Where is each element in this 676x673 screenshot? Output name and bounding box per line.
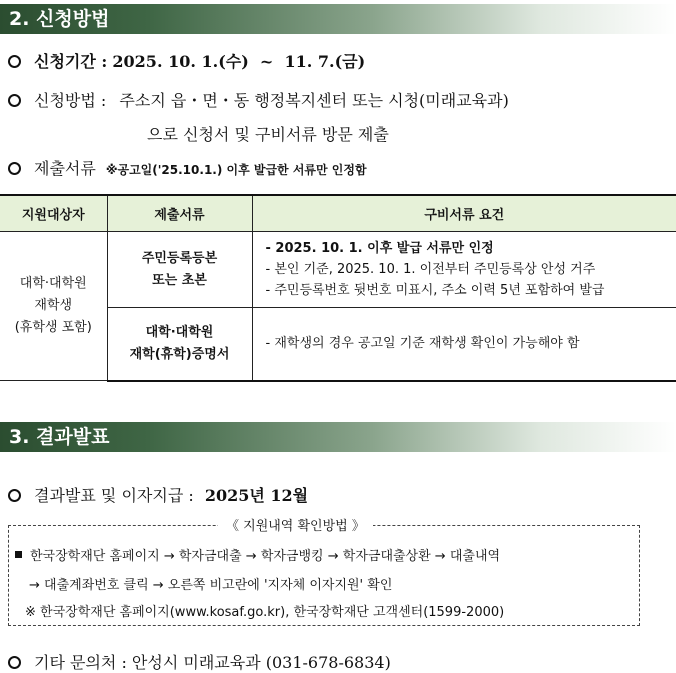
req-line: - 주민등록번호 뒷번호 미표시, 주소 이력 5년 포함하여 발급 [265, 283, 605, 298]
header-docs: 제출서류 [107, 195, 252, 232]
section-2-header [0, 4, 676, 34]
period-row [8, 49, 365, 72]
method-line1: 주소지 읍・면・동 행정복지센터 또는 시청(미래교육과) [119, 91, 509, 110]
bullet-icon [8, 55, 21, 68]
req-line: - 재학생의 경우 공고일 기준 재학생 확인이 가능해야 함 [265, 336, 580, 352]
result-value: 2025년 12월 [204, 486, 309, 505]
header-reqs: 구비서류 요건 [252, 195, 676, 232]
bullet-icon [8, 656, 21, 669]
method-label: 신청방법 : [34, 91, 107, 110]
target-line: 재학생 [34, 298, 73, 313]
box-title: 《 지원내역 확인방법 》 [218, 515, 373, 534]
result-row [8, 483, 308, 506]
table-header-row [0, 195, 676, 232]
check-method-box [8, 519, 640, 626]
doc-line: 주민등록등본 [141, 250, 218, 266]
doc-line: 재학(휴학)증명서 [129, 346, 230, 362]
result-label: 결과발표 및 이자지급 : [34, 486, 194, 505]
req-line: - 본인 기준, 2025. 10. 1. 이전부터 주민등록상 안성 거주 [265, 262, 596, 277]
contact-row [8, 650, 391, 673]
doc-line: 또는 초본 [152, 272, 207, 288]
bullet-icon [8, 489, 21, 502]
target-cell [0, 232, 107, 381]
req-line: - 2025. 10. 1. 이후 발급 서류만 인정 [265, 241, 494, 256]
bullet-icon [8, 94, 21, 107]
docs-cell [107, 232, 252, 308]
requirements-table [0, 194, 676, 382]
section-3-title: 3. 결과발표 [9, 426, 110, 448]
period-value: 2025. 10. 1.(수) ~ 11. 7.(금) [112, 52, 366, 71]
target-line: 대학·대학원 [19, 276, 87, 291]
method-row [8, 88, 509, 111]
box-line-1-text: 한국장학재단 홈페이지 → 학자금대출 → 학자금뱅킹 → 학자금대출상환 → 대출내역 [30, 549, 501, 564]
reqs-cell [252, 308, 676, 381]
box-line-1 [15, 545, 500, 564]
header-target: 지원대상자 [0, 195, 107, 232]
section-3-header [0, 422, 676, 452]
docs-label: 제출서류 [34, 159, 96, 178]
docs-cell [107, 308, 252, 381]
box-line-3: ※ 한국장학재단 홈페이지(www.kosaf.go.kr), 한국장학재단 고객센터(1599-2000) [25, 605, 505, 620]
doc-line: 대학·대학원 [145, 324, 214, 340]
contact-text: 기타 문의처 : 안성시 미래교육과 (031-678-6834) [34, 653, 391, 672]
target-line: (휴학생 포함) [14, 320, 92, 335]
reqs-cell [252, 232, 676, 308]
box-line-2: → 대출계좌번호 클릭 → 오른쪽 비고란에 '지자체 이자지원' 확인 [29, 578, 393, 593]
method-line2: 으로 신청서 및 구비서류 방문 제출 [147, 125, 389, 144]
docs-note: ※공고일('25.10.1.) 이후 발급한 서류만 인정함 [105, 163, 367, 177]
bullet-icon [8, 162, 21, 175]
square-bullet-icon [15, 551, 22, 558]
section-2-title: 2. 신청방법 [9, 8, 110, 30]
docs-row [8, 156, 367, 179]
period-label: 신청기간 : [34, 52, 108, 71]
table-row [0, 232, 676, 308]
